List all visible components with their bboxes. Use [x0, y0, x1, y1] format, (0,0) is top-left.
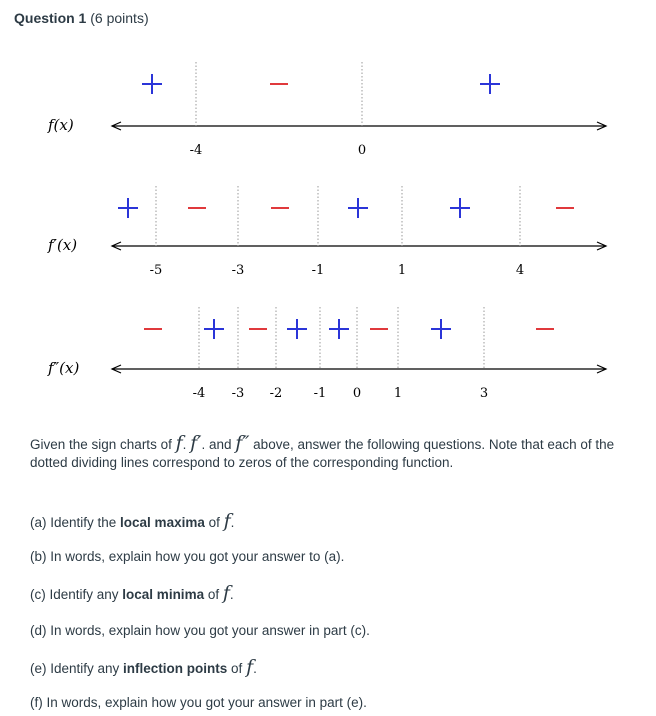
- zero-label: -4: [192, 386, 206, 401]
- instructions-paragraph: [30, 434, 630, 472]
- plus-sign: [329, 319, 349, 339]
- question-b: (b) In words, explain how you got your answer to (a).: [30, 549, 345, 564]
- question-a-prefix: (a) Identify the: [30, 515, 121, 530]
- period: .: [253, 661, 257, 676]
- function-label: f″(x): [48, 359, 80, 377]
- zero-label: 1: [393, 386, 403, 401]
- plus-sign: [118, 198, 138, 218]
- separator-1: .: [182, 437, 191, 452]
- plus-sign: [431, 319, 451, 339]
- period: .: [229, 587, 234, 602]
- question-c-keyword: local minima: [122, 587, 205, 602]
- f-symbol: f: [175, 432, 183, 454]
- zero-label: -3: [231, 386, 245, 401]
- question-a: [30, 512, 234, 532]
- question-e-suffix: of: [227, 661, 247, 676]
- function-label: f′(x): [48, 236, 78, 254]
- question-title: Question 1: [14, 10, 87, 26]
- question-points: (6 points): [90, 10, 149, 26]
- zero-label: -2: [269, 386, 283, 401]
- function-label: f(x): [48, 116, 74, 134]
- zero-label: 3: [479, 386, 489, 401]
- f-symbol: f: [223, 510, 231, 532]
- zero-label: 0: [357, 143, 367, 158]
- intro-text-1: Given the sign charts of: [30, 437, 176, 452]
- plus-sign: [348, 198, 368, 218]
- question-a-keyword: local maxima: [120, 515, 205, 530]
- plus-sign: [450, 198, 470, 218]
- question-c-suffix: of: [204, 587, 223, 602]
- zero-label: 4: [515, 263, 525, 278]
- zero-label: 0: [352, 386, 362, 401]
- zero-label: -4: [189, 143, 203, 158]
- question-c: [30, 584, 234, 604]
- zero-label: -5: [149, 263, 163, 278]
- plus-sign: [287, 319, 307, 339]
- zero-label: 1: [397, 263, 407, 278]
- question-f: (f) In words, explain how you got your answer in part (e).: [30, 695, 367, 710]
- zero-label: -1: [313, 386, 327, 401]
- plus-sign: [142, 74, 162, 94]
- intro-text-2: above, answer the following questions. Note that each of the dotted dividing lines correspond to zeros of the corresponding function.: [30, 437, 615, 470]
- plus-sign: [480, 74, 500, 94]
- zero-label: -1: [311, 263, 325, 278]
- f-prime-symbol: f′: [190, 432, 202, 454]
- f-symbol: f: [222, 582, 230, 604]
- question-e-keyword: inflection points: [123, 661, 228, 676]
- f-symbol: f: [246, 656, 254, 678]
- f-double-prime-symbol: f″: [235, 432, 250, 454]
- zero-label: -3: [231, 263, 245, 278]
- question-d: (d) In words, explain how you got your answer in part (c).: [30, 623, 370, 638]
- question-c-prefix: (c) Identify any: [30, 587, 123, 602]
- separator-2: . and: [201, 437, 236, 452]
- question-e-prefix: (e) Identify any: [30, 661, 124, 676]
- period: .: [230, 515, 235, 530]
- question-a-suffix: of: [204, 515, 224, 530]
- question-e: [30, 658, 257, 678]
- plus-sign: [204, 319, 224, 339]
